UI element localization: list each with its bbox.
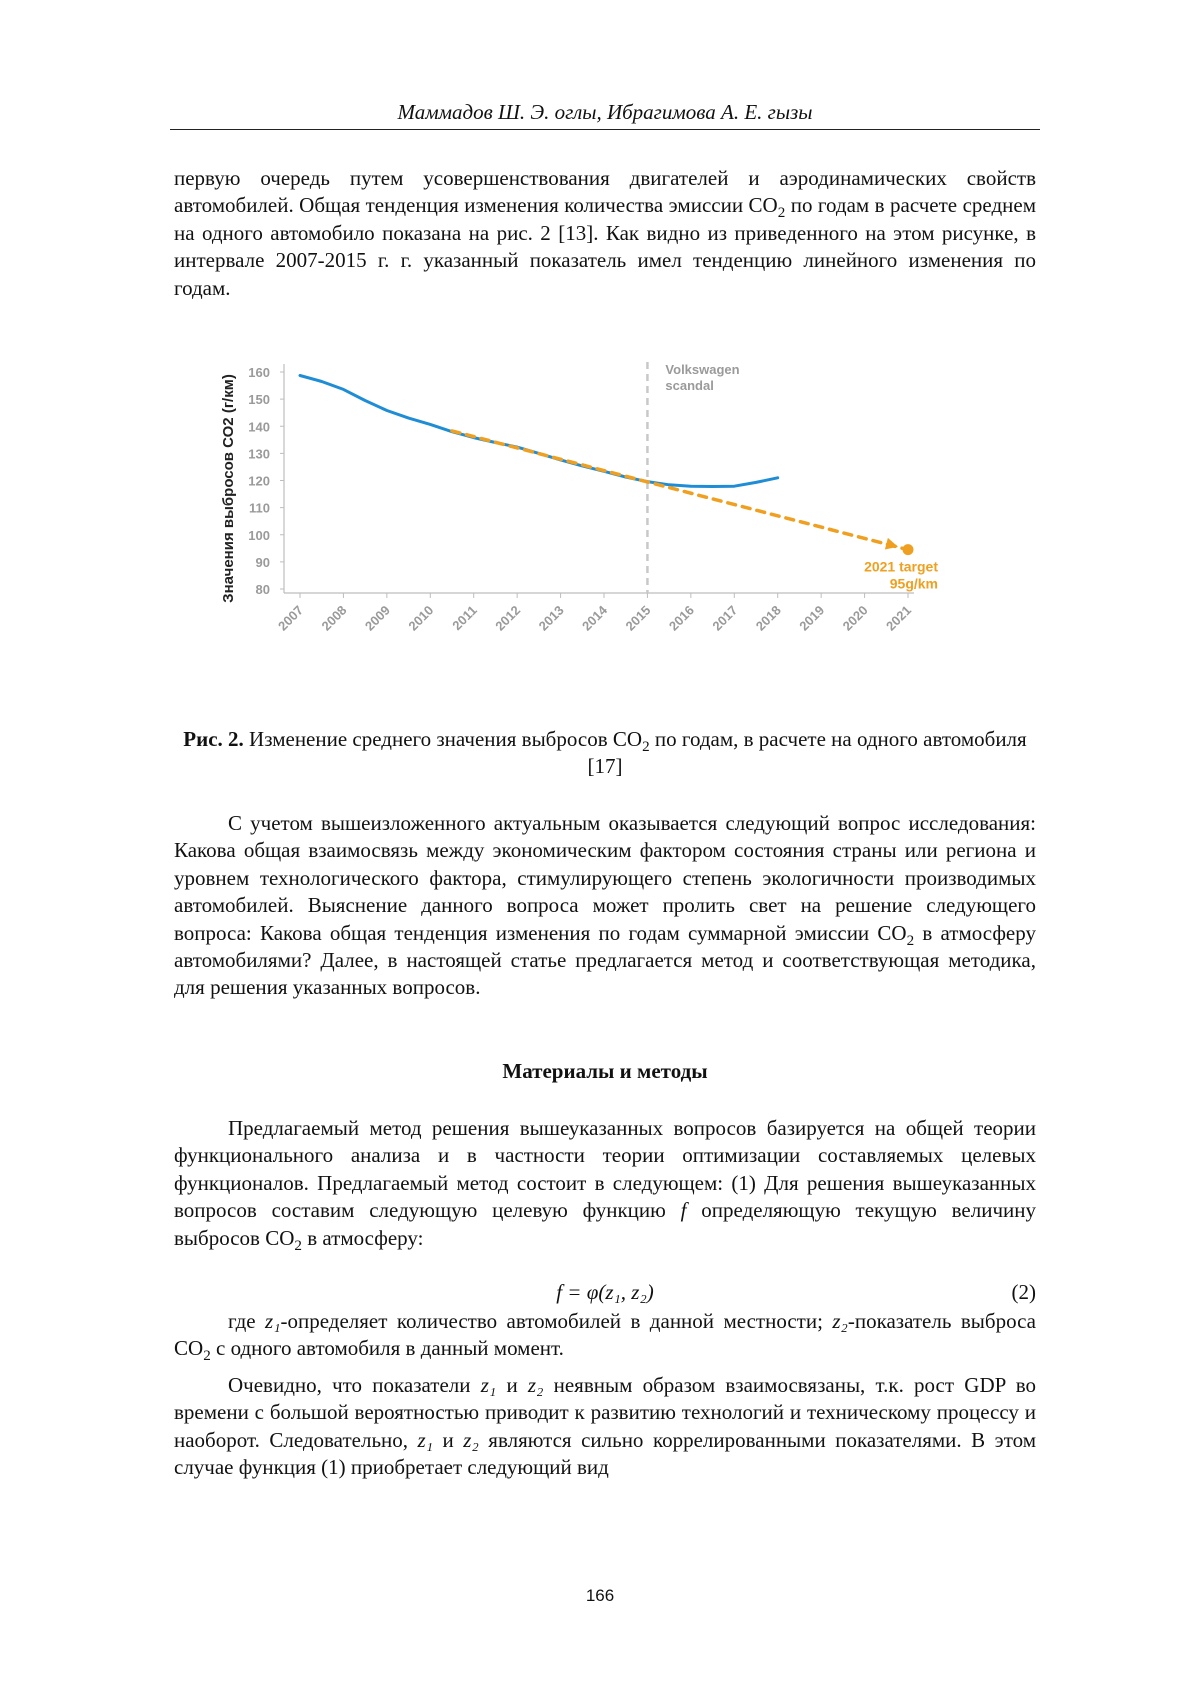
paragraph-correlation-text-a: Очевидно, что показатели xyxy=(228,1373,481,1397)
x-tick-label: 2016 xyxy=(665,602,697,634)
x-tick-label: 2017 xyxy=(709,602,741,634)
x-tick-label: 2013 xyxy=(535,602,567,634)
paragraph-method-text-a: Предлагаемый метод решения вышеуказанных вопросов базируется на общей теории функционального анализа и в частности теории оптимизации составляемых целевых функционалов. Предлагаемый метод состоит в следующем: (1) Для решения вышеуказанных вопросов составим следующую целевую функцию xyxy=(174,1116,1036,1223)
figure-label: Рис. 2. xyxy=(183,727,244,751)
variable-f: f xyxy=(680,1198,687,1223)
paragraph-research-question-text-b: в атмосферу автомобилями? Далее, в настоящей статье предлагается метод и соответствующая методика, для решения указанных вопросов. xyxy=(174,920,1036,1000)
paragraph-intro-text-b: по годам в расчете среднем на одного автомобило показана на рис. 2 [13]. Как видно из приведенного на этом рисунке, в интервале 2007-2015 г. г. указанный показатель имел тенденцию линейного изменения по годам. xyxy=(174,193,1036,300)
co2-subscript: 2 xyxy=(294,1237,302,1254)
equation-body: f = φ(z₁, z₂) xyxy=(556,1280,654,1304)
paragraph-research-question xyxy=(174,810,1036,1002)
paragraph-intro xyxy=(174,165,1036,302)
header-rule xyxy=(170,129,1040,130)
x-tick-label: 2014 xyxy=(579,602,611,634)
y-tick-label: 110 xyxy=(249,500,270,516)
paragraph-where-text-d: с одного автомобиля в данный момент. xyxy=(210,1336,564,1361)
paragraph-where xyxy=(174,1308,1036,1363)
variable-z2: z₂ xyxy=(527,1373,544,1397)
target-annotation-label: 2021 target xyxy=(864,558,938,575)
paragraph-research-question-text-a: С учетом вышеизложенного актуальным оказывается следующий вопрос исследования: Какова общая взаимосвязь между экономическим фактором состояния страны или региона и уровнем технологического фактора, стимулирующего степень экологичности производимых автомобилей. Выяснение данного вопроса может пролить свет на решение следующего вопроса: Какова общая тенденция изменения по годам суммарной эмиссии СО xyxy=(174,811,1036,945)
paragraph-intro-text-a: первую очередь путем усовершенствования двигателей и аэродинамических свойств автомобилей. Общая тенденция изменения количества эмиссии СО xyxy=(174,166,1036,218)
paragraph-where-text-b: -определяет количество автомобилей в данной местности; xyxy=(280,1309,833,1333)
figure-caption-text-b: по годам, в расчете на одного автомобиля [17] xyxy=(587,727,1027,778)
paragraph-correlation-text-e: являются сильно коррелированными показателями. В этом случае функция (1) приобретает следующий вид xyxy=(174,1427,1036,1480)
equation-2 xyxy=(174,1280,1036,1308)
variable-z2: z₂ xyxy=(832,1309,848,1333)
co2-emissions-chart xyxy=(210,362,990,672)
x-tick-label: 2007 xyxy=(275,602,307,634)
paragraph-correlation-text-d: и xyxy=(433,1427,464,1452)
page-number: 166 xyxy=(585,1586,615,1605)
y-tick-label: 120 xyxy=(248,473,270,489)
paragraph-method-text-c: в атмосферу: xyxy=(301,1225,424,1250)
x-tick-label: 2018 xyxy=(752,602,784,634)
variable-z1: z₁ xyxy=(480,1373,497,1397)
x-tick-label: 2021 xyxy=(883,602,915,634)
paragraph-method-text-b: определяющую текущую величину выбросов СО xyxy=(174,1198,1036,1250)
y-tick-label: 80 xyxy=(255,582,270,597)
x-tick-label: 2015 xyxy=(622,602,654,634)
variable-z1: z₁ xyxy=(265,1309,281,1333)
x-tick-label: 2012 xyxy=(492,602,524,634)
y-tick-label: 150 xyxy=(248,392,270,408)
x-tick-label: 2019 xyxy=(796,602,828,634)
y-tick-label: 90 xyxy=(255,554,270,570)
running-header: Маммадов Ш. Э. оглы, Ибрагимова А. Е. гызы xyxy=(397,100,813,124)
x-tick-label: 2009 xyxy=(361,602,393,634)
x-tick-label: 2020 xyxy=(839,602,871,634)
x-tick-label: 2008 xyxy=(318,602,350,634)
variable-z2: z₂ xyxy=(463,1427,479,1452)
figure-caption xyxy=(174,726,1036,780)
paragraph-correlation xyxy=(174,1372,1036,1482)
co2-subscript: 2 xyxy=(777,205,786,222)
x-tick-label: 2011 xyxy=(449,602,480,634)
section-title: Материалы и методы xyxy=(502,1059,708,1083)
paragraph-where-text-a: где xyxy=(228,1309,266,1333)
paragraph-method xyxy=(174,1115,1036,1252)
event-annotation-label: scandal xyxy=(665,378,714,393)
y-tick-label: 100 xyxy=(248,527,270,543)
equation-number: (2) xyxy=(1011,1280,1036,1304)
y-tick-label: 130 xyxy=(248,446,270,462)
paragraph-correlation-text-c: неявным образом взаимосвязаны, т.к. рост GDP во времени с большой вероятностью приводит к развитию технологий и техническому процессу и наоборот. Следовательно, xyxy=(174,1373,1036,1452)
figure-caption-text-a: Изменение среднего значения выбросов СО xyxy=(243,727,643,751)
co2-subscript: 2 xyxy=(203,1348,211,1365)
co2-subscript: 2 xyxy=(906,932,915,949)
paragraph-where-text-c: -показатель выброса СО xyxy=(174,1309,1036,1361)
paragraph-correlation-text-b: и xyxy=(496,1373,528,1397)
y-axis-label: Значения выбросов СО2 (г/км) xyxy=(220,374,237,603)
event-annotation-label: Volkswagen xyxy=(665,362,740,377)
target-annotation-label: 95g/km xyxy=(889,575,938,592)
target-marker xyxy=(903,544,914,555)
co2-subscript: 2 xyxy=(642,739,650,756)
x-tick-label: 2010 xyxy=(405,602,437,634)
y-tick-label: 160 xyxy=(248,365,270,380)
variable-z1: z₁ xyxy=(417,1427,434,1452)
y-tick-label: 140 xyxy=(248,419,270,435)
